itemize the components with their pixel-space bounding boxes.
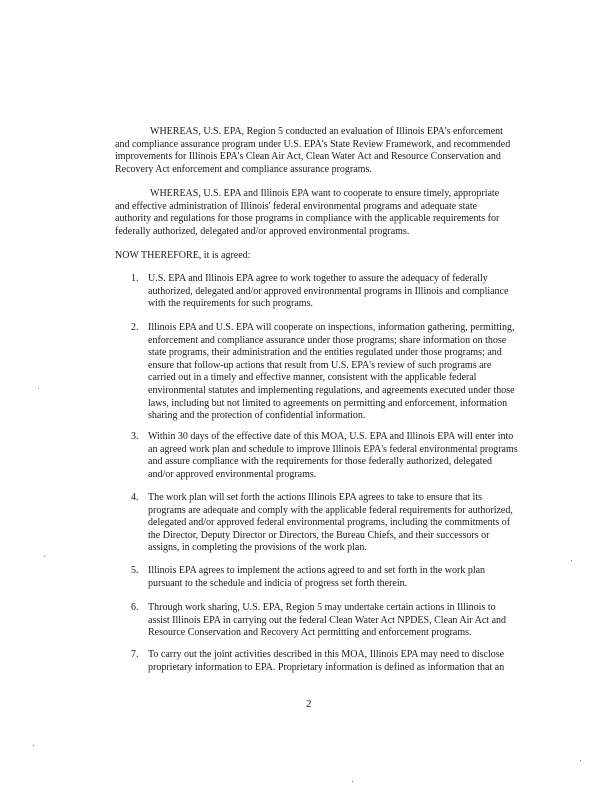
now-therefore-heading: NOW THEREFORE, it is agreed:: [115, 250, 251, 261]
item-number: 3.: [131, 431, 139, 442]
item-number: 7.: [131, 649, 139, 660]
scan-speck: [580, 760, 581, 761]
item-number: 1.: [131, 273, 139, 284]
item-number: 2.: [131, 322, 139, 333]
scan-speck: [571, 560, 572, 561]
whereas-paragraph-2: WHEREAS, U.S. EPA and Illinois EPA want to cooperate to ensure timely, appropriate and effective administration of Illinois' federal environmental programs and adequate state authority and regulations for those programs in compliance with the applicable requirements for federally authorized, delegated and/or approved environmental programs.: [115, 188, 500, 237]
scan-speck: [38, 388, 39, 389]
item-text: Illinois EPA and U.S. EPA will cooperate on inspections, information gathering, permitting, enforcement and compliance assurance under those programs; share information on those state programs, their administration and the entities regulated under those programs; and ensure that follow-up actions that result from U.S. EPA's review of such programs are carried out in a timely and effective manner, consistent with the applicable federal environmental statutes and implementing regulations, and agreements executed under those laws, including but not limited to agreements on permitting and enforcement, information sharing and the protection of confidential information.: [148, 322, 515, 422]
item-number: 6.: [131, 602, 139, 613]
item-text: To carry out the joint activities described in this MOA, Illinois EPA may need to disclose proprietary information to EPA. Proprietary information is defined as information that an: [148, 649, 505, 673]
item-text: Illinois EPA agrees to implement the actions agreed to and set forth in the work plan pursuant to the schedule and indicia of progress set forth therein.: [148, 565, 486, 589]
item-text: The work plan will set forth the actions Illinois EPA agrees to take to ensure that its programs are adequate and comply with the applicable federal requirements for authorized, delegated and/or approved federal environmental programs, including the commitments of the Director, Deputy Director or Directors, the Bureau Chiefs, and their successors or assigns, in completing the provisions of the work plan.: [148, 492, 513, 554]
item-text: U.S. EPA and Illinois EPA agree to work together to assure the adequacy of federally authorized, delegated and/or approved environmental programs in Illinois and compliance with the requirements for such programs.: [148, 273, 509, 310]
item-number: 5.: [131, 565, 139, 576]
item-text: Through work sharing, U.S. EPA, Region 5 may undertake certain actions in Illinois to assist Illinois EPA in carrying out the federal Clean Water Act NPDES, Clean Air Act and Resource Conservation and Recovery Act permitting and enforcement programs.: [148, 602, 507, 639]
item-text: Within 30 days of the effective date of this MOA, U.S. EPA and Illinois EPA will enter into an agreed work plan and schedule to improve Illinois EPA's federal environmental programs and assure compliance with the requirements for those federally authorized, delegated and/or approved environmental programs.: [148, 431, 518, 480]
whereas-paragraph-1: WHEREAS, U.S. EPA, Region 5 conducted an evaluation of Illinois EPA's enforcement and compliance assurance program under U.S. EPA's State Review Framework, and recommended improvements for Illinois EPA's Clean Air Act, Clean Water Act and Resource Conservation and Recovery Act enforcement and compliance assurance programs.: [115, 126, 511, 175]
page-number: 2: [306, 698, 312, 710]
item-number: 4.: [131, 492, 139, 503]
scan-speck: [352, 781, 353, 782]
scan-speck: [44, 556, 45, 557]
scan-speck: [33, 745, 34, 746]
